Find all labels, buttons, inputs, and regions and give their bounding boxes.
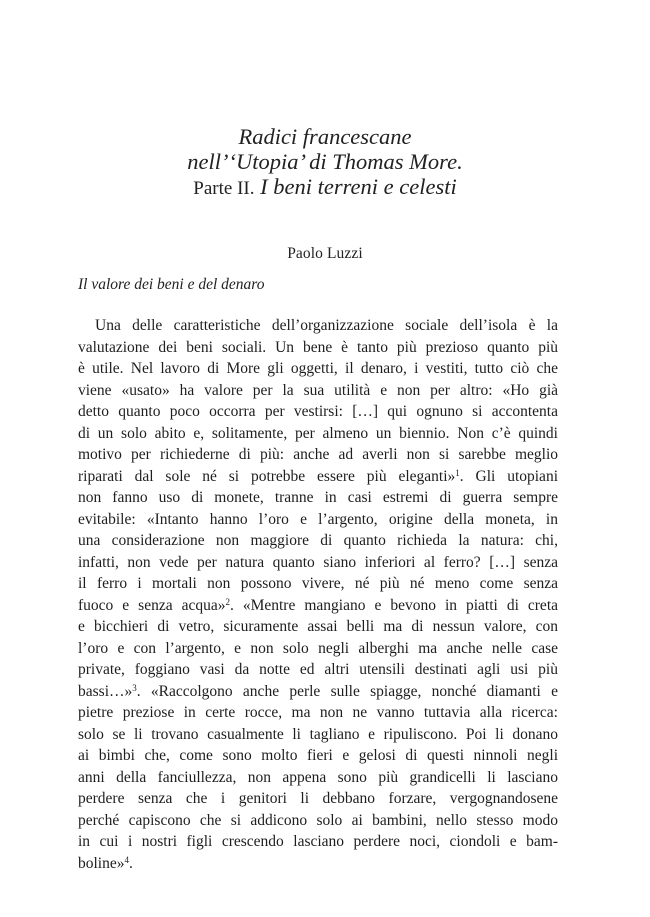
text-segment: . «Raccolgono anche perle sulle spiagge, nonché diamanti e [136,682,558,700]
text-segment: . «Mentre mangiano e bevono in piatti di creta [229,596,558,614]
text-segment: è utile. Nel lavoro di More gli oggetti, il denaro, i vestiti, tutto ciò che [78,360,558,377]
text-segment: non fanno uso di monete, tranne in casi estremi di guerra sempre [78,489,558,506]
text-segment: perdere senza che i genitori li debbano forzare, vergognandosene [78,790,558,807]
text-segment: anni della fanciullezza, non appena sono più grandicelli li lasciano [78,768,558,786]
text-segment: boline» [78,854,125,872]
footnote-marker[interactable]: 1 [455,467,460,478]
text-segment: solo se li trovano casualmente li tagliano e ripuliscono. Poi li donano [78,725,558,743]
text-line [78,681,558,703]
text-line [78,380,558,402]
text-segment: infatti, non vede per natura quanto siano inferiori al ferro? […] senza [78,553,558,571]
article-title [0,124,650,201]
text-segment: l’oro e con l’argento, e non solo negli alberghi ma anche nelle case [78,639,558,657]
text-line [78,466,558,488]
text-line [78,595,558,617]
text-line [78,315,558,337]
text-segment: bassi…» [78,682,133,700]
text-line [78,767,558,789]
text-line [78,638,558,660]
section-heading: Il valore dei beni e del denaro [78,276,265,293]
text-segment: ai bimbi che, come sono molto fieri e gelosi di questi ninnoli negli [78,747,558,764]
text-line [78,337,558,359]
text-segment: valutazione dei beni sociali. Un bene è tanto più prezioso quanto più [78,338,558,356]
text-line [78,702,558,724]
text-segment: detto quanto poco occorra per vestirsi: […] qui ognuno si accontenta [78,403,558,420]
text-line [78,853,558,875]
text-line [78,745,558,767]
text-segment: . [129,854,133,872]
text-line [78,831,558,853]
author-name: Paolo Luzzi [287,245,363,262]
part-label: Parte II. [193,178,255,199]
text-segment: evitabile: «Intanto hanno l’oro e l’argento, origine della moneta, in [78,510,558,528]
text-segment: Una delle caratteristiche dell’organizzazione sociale dell’isola è la [95,317,558,334]
text-line [78,724,558,746]
text-segment: . Gli utopiani [459,467,558,485]
text-line [78,487,558,509]
title-line-2: nell’‘Utopia’ di Thomas More. [187,149,463,174]
text-line [78,509,558,531]
text-segment: di un solo abito e, solitamente, per almeno un biennio. Non c’è quindi [78,424,558,442]
text-line [78,659,558,681]
text-line [78,810,558,832]
footnote-marker[interactable]: 3 [132,682,137,693]
title-line-1: Radici francescane [238,124,412,149]
text-segment: motivo per richiederne di più: anche ad averli non si sarebbe meglio [78,446,558,463]
text-line [78,530,558,552]
text-line [78,616,558,638]
text-segment: e bicchieri di vetro, sicuramente assai belli ma di nessun valore, con [78,618,558,635]
text-segment: private, foggiano vasi da notte ed altri utensili destinati agli usi più [78,661,558,678]
text-line [78,358,558,380]
text-segment: pietre preziose in certe rocce, ma non ne vanno tuttavia alla ricerca: [78,704,558,721]
text-segment: viene «usato» ha valore per la sua utilità e non per altro: «Ho già [78,381,558,399]
text-line [78,401,558,423]
body-paragraph [78,315,558,874]
text-segment: il ferro i mortali non possono vivere, né più né meno come senza [78,575,558,592]
text-segment: riparati dal sole né si potrebbe essere più eleganti» [78,467,456,485]
text-line [78,444,558,466]
text-segment: in cui i nostri figli crescendo lasciano perdere noci, ciondoli e bam- [78,833,558,850]
footnote-marker[interactable]: 4 [124,854,129,865]
title-line-3 [0,174,650,201]
text-line [78,788,558,810]
text-line [78,552,558,574]
text-segment: fuoco e senza acqua» [78,596,226,614]
text-line [78,423,558,445]
text-line [78,573,558,595]
footnote-marker[interactable]: 2 [225,596,230,607]
text-segment: una considerazione non maggiore di quanto richieda la natura: chi, [78,532,558,549]
part-title: I beni terreni e celesti [260,174,457,199]
text-segment: perché capiscono che si addicono solo ai bambini, nello stesso modo [78,811,558,829]
